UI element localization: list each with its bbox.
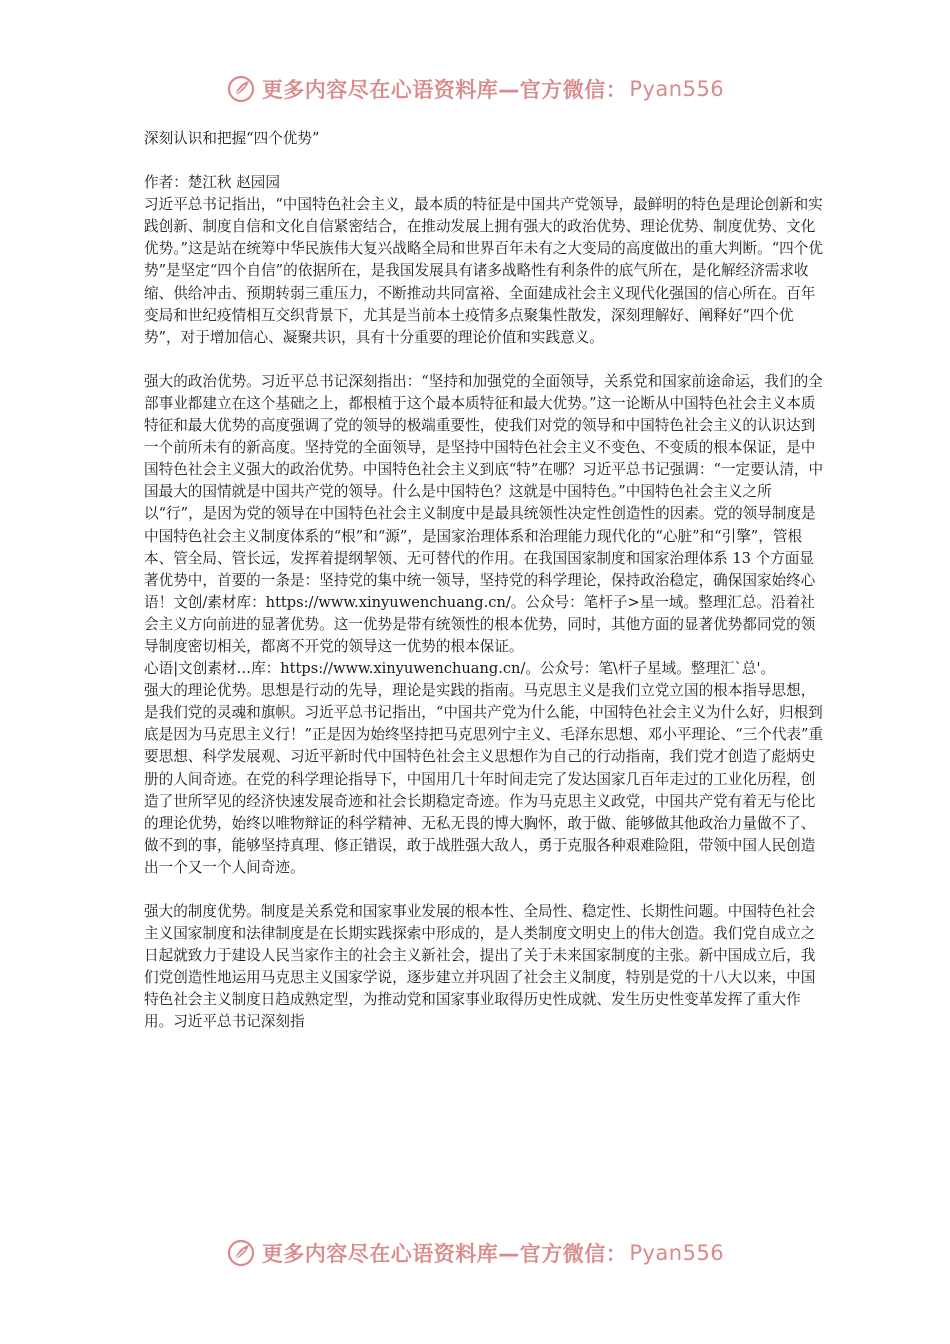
leaf-quill-logo-icon [226, 74, 256, 104]
leaf-quill-logo-icon [226, 1238, 256, 1268]
paragraph-system-advantage: 强大的制度优势。制度是关系党和国家事业发展的根本性、全局性、稳定性、长期性问题。中国特色社会主义国家制度和法律制度是在长期实践探索中形成的，是人类制度文明史上的伟大创造。我们党自成立之日起就致力于建设人民当家作主的社会主义新社会，提出了关于未来国家制度的主张。新中国成立后，我们党创造性地运用马克思主义国家学说，逐步建立并巩固了社会主义制度，特别是党的十八大以来，中国特色社会主义制度日趋成熟定型，为推动党和国家事业取得历史性成就、发生历史性变革发挥了重大作用。习近平总书记深刻指 [144, 903, 816, 1031]
paragraph-intro: 习近平总书记指出，“中国特色社会主义，最本质的特征是中国共产党领导，最鲜明的特色是理论创新和实践创新、制度自信和文化自信紧密结合，在推动发展上拥有强大的政治优势、理论优势、制度优势、文化优势。”这是站在统筹中华民族伟大复兴战略全局和世界百年未有之大变局的高度做出的重大判断。“四个优势”是坚定“四个自信”的依据所在，是我国发展具有诸多战略性有利条件的底气所在，是化解经济需求收缩、供给冲击、预期转弱三重压力，不断推动共同富裕、全面建成社会主义现代化强国的信心所在。百年变局和世纪疫情相互交织背景下，尤其是当前本土疫情多点聚集性散发，深刻理解好、阐释好“四个优势”，对于增加信心、凝聚共识，具有十分重要的理论价值和实践意义。 [144, 196, 823, 346]
header-watermark [0, 74, 950, 104]
watermark-text: 更多内容尽在心语资料库—官方微信： [261, 78, 628, 102]
document-title: 深刻认识和把握“四个优势” [144, 130, 320, 147]
watermark-handle: Pyan556 [629, 1241, 725, 1265]
inline-source-mark: 心语|文创素材…库：https://www.xinyuwenchuang.cn/。公众号：笔\杆子星域。整理汇`总'。 [144, 660, 776, 678]
document-authors: 作者：楚江秋 赵园园 [144, 174, 280, 192]
footer-watermark [0, 1238, 950, 1268]
watermark-handle: Pyan556 [629, 77, 725, 101]
paragraph-theory-advantage: 强大的理论优势。思想是行动的先导，理论是实践的指南。马克思主义是我们立党立国的根本指导思想，是我们党的灵魂和旗帜。习近平总书记指出，“中国共产党为什么能，中国特色社会主义为什么好，归根到底是因为马克思主义行！”正是因为始终坚持把马克思列宁主义、毛泽东思想、邓小平理论、“三个代表”重要思想、科学发展观、习近平新时代中国特色社会主义思想作为自己的行动指南，我们党才创造了彪炳史册的人间奇迹。在党的科学理论指导下，中国用几十年时间走完了发达国家几百年走过的工业化历程，创造了世所罕见的经济快速发展奇迹和社会长期稳定奇迹。作为马克思主义政党，中国共产党有着无与伦比的理论优势，始终以唯物辩证的科学精神、无私无畏的博大胸怀，敢于做、能够做其他政治力量做不了、做不到的事，能够坚持真理、修正错误，敢于战胜强大敌人，勇于克服各种艰难险阻，带领中国人民创造出一个又一个人间奇迹。 [144, 682, 824, 876]
document-body [144, 128, 824, 1034]
paragraph-political-advantage: 强大的政治优势。习近平总书记深刻指出：“坚持和加强党的全面领导，关系党和国家前途命运，我们的全部事业都建立在这个基础之上，都根植于这个最本质特征和最大优势。”这一论断从中国特色社会主义本质特征和最大优势的高度强调了党的领导的极端重要性，使我们对党的领导和中国特色社会主义的认识达到一个前所未有的新高度。坚持党的全面领导，是坚持中国特色社会主义不变色、不变质的根本保证，是中国特色社会主义强大的政治优势。中国特色社会主义到底“特”在哪？习近平总书记强调：“一定要认清，中国最大的国情就是中国共产党的领导。什么是中国特色？这就是中国特色。”中国特色社会主义之所以“行”，是因为党的领导在中国特色社会主义制度中是最具统领性决定性创造性的因素。党的领导制度是中国特色社会主义制度体系的“根”和“源”，是国家治理体系和治理能力现代化的“心脏”和“引擎”，管根本、管全局、管长远，发挥着提纲挈领、无可替代的作用。在我国国家制度和国家治理体系 13 个方面显著优势中，首要的一条是：坚持党的集中统一领导，坚持党的科学理论，保持政治稳定，确保国家始终心语！文创/素材库：https://www.xinyuwenchuang.cn/。公众号：笔杆子>星一域。整理汇总。沿着社会主义方向前进的显著优势。这一优势是带有统领性的根本优势，同时，其他方面的显著优势都同党的领导制度密切相关，都离不开党的领导这一优势的根本保证。 [144, 372, 824, 655]
watermark-text: 更多内容尽在心语资料库—官方微信： [261, 1242, 628, 1266]
